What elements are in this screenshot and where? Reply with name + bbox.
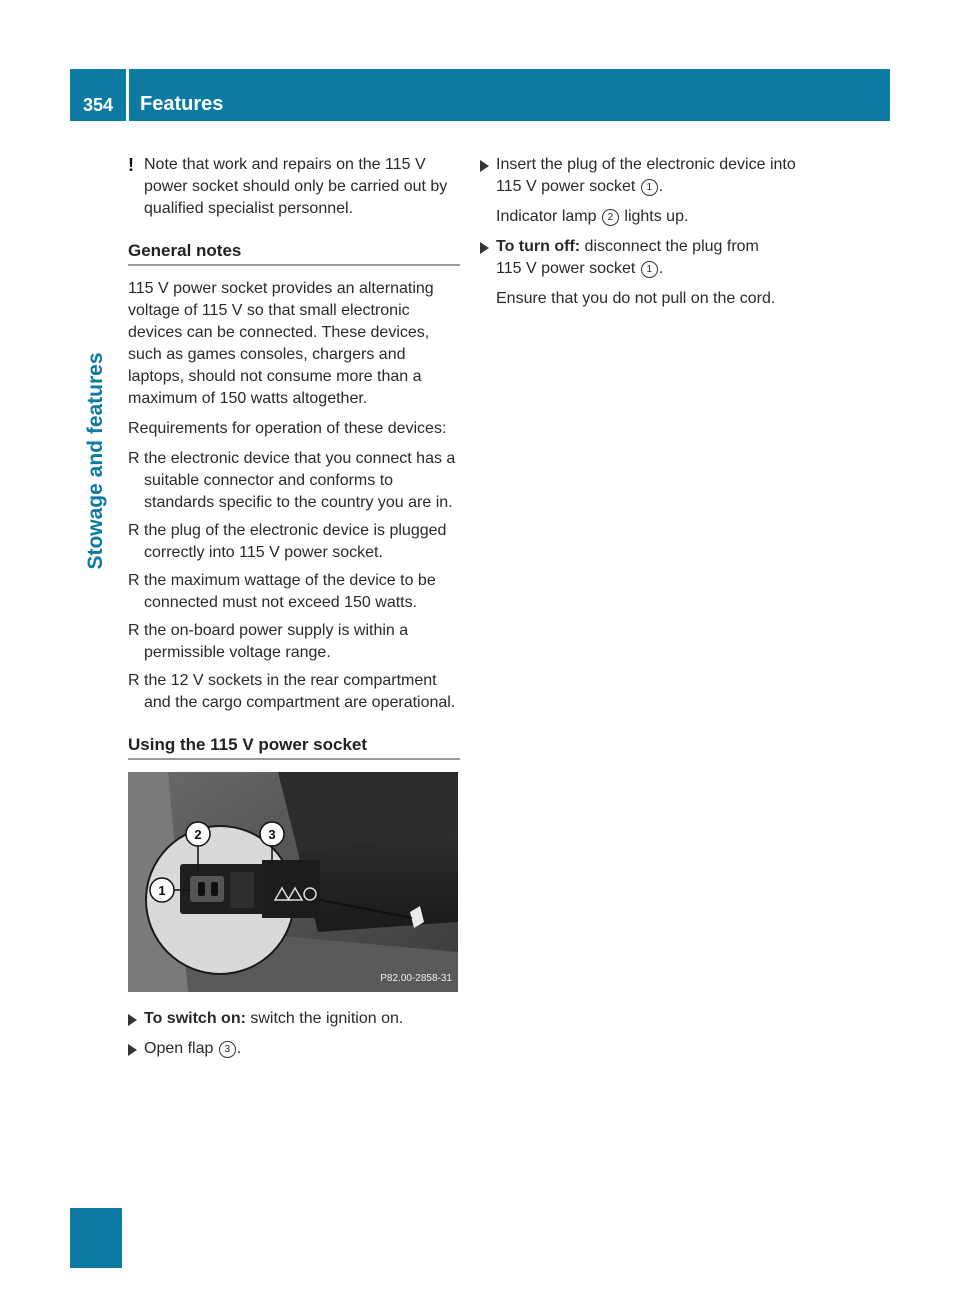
socket-illustration (128, 772, 458, 992)
bullet-mark: R (128, 622, 140, 639)
requirements-intro: Requirements for operation of these devices: (128, 420, 447, 437)
step-insert-plug-text2: 115 V power socket (496, 178, 640, 195)
socket-figure (128, 772, 458, 992)
ref-callout-2: 2 (602, 209, 619, 226)
ref-callout-3: 3 (219, 1041, 236, 1058)
heading-general-notes: General notes (128, 240, 460, 266)
list-item (128, 448, 460, 514)
step-switch-on-label: To switch on: (144, 1010, 246, 1027)
side-chapter-text: Stowage and features (84, 352, 107, 570)
step-open-flap (128, 1038, 460, 1060)
list-item (128, 620, 460, 664)
list-item-text: the maximum wattage of the device to be connected must not exceed 150 watts. (144, 572, 436, 611)
step-arrow-icon (480, 242, 489, 254)
page-number: 354 (82, 95, 114, 115)
step-turn-off-label: To turn off: (496, 238, 581, 255)
bullet-mark: R (128, 672, 140, 689)
result-indicator-lamp (480, 206, 820, 228)
figure-code: P82.00-2858-31 (380, 973, 452, 984)
ref-callout-1: 1 (641, 179, 658, 196)
left-column (128, 154, 460, 1068)
side-tab-marker (70, 1208, 122, 1268)
result-cord-note: Ensure that you do not pull on the cord. (496, 290, 776, 307)
heading-using-socket: Using the 115 V power socket (128, 734, 460, 760)
step-arrow-icon (128, 1044, 137, 1056)
step-turn-off-after: . (658, 260, 664, 277)
step-turn-off (480, 236, 820, 280)
figure-callout-3: 3 (268, 827, 276, 842)
result-indicator-after: lights up. (619, 208, 689, 225)
list-item (128, 520, 460, 564)
step-insert-plug (480, 154, 820, 198)
list-item-text: the electronic device that you connect has a suitable connector and conforms to standards specific to the country you are in. (144, 450, 456, 511)
figure-callout-1: 1 (158, 883, 166, 898)
bullet-mark: R (128, 450, 140, 467)
step-open-flap-after: . (236, 1040, 242, 1057)
step-insert-plug-text: Insert the plug of the electronic device into (496, 156, 796, 173)
list-item (128, 670, 460, 714)
warning-note (128, 154, 460, 220)
right-column (480, 154, 820, 318)
section-title: Features (140, 93, 224, 115)
step-switch-on-text: switch the ignition on. (245, 1010, 404, 1027)
header-divider (126, 69, 129, 121)
step-turn-off-text: disconnect the plug from (580, 238, 759, 255)
bullet-mark: R (128, 572, 140, 589)
result-indicator-text: Indicator lamp (496, 208, 601, 225)
step-arrow-icon (128, 1014, 137, 1026)
list-item (128, 570, 460, 614)
step-arrow-icon (480, 160, 489, 172)
general-paragraph: 115 V power socket provides an alternating voltage of 115 V so that small electronic devices can be connected. These devices, such as games consoles, chargers and laptops, should not consume more than a maximum of 150 watts altogether. (128, 280, 434, 407)
warning-text: Note that work and repairs on the 115 V power socket should only be carried out by qualified specialist personnel. (144, 156, 448, 217)
warning-icon: ! (128, 155, 134, 175)
list-item-text: the on-board power supply is within a permissible voltage range. (144, 622, 409, 661)
step-turn-off-text2: 115 V power socket (496, 260, 640, 277)
step-insert-plug-after: . (658, 178, 664, 195)
list-item-text: the 12 V sockets in the rear compartment and the cargo compartment are operational. (144, 672, 456, 711)
side-chapter-label (70, 334, 122, 588)
list-item-text: the plug of the electronic device is plugged correctly into 115 V power socket. (144, 522, 447, 561)
step-switch-on (128, 1008, 460, 1030)
ref-callout-1: 1 (641, 261, 658, 278)
step-open-flap-text: Open flap (144, 1040, 218, 1057)
bullet-mark: R (128, 522, 140, 539)
requirements-list (128, 448, 460, 714)
figure-callout-2: 2 (194, 827, 202, 842)
